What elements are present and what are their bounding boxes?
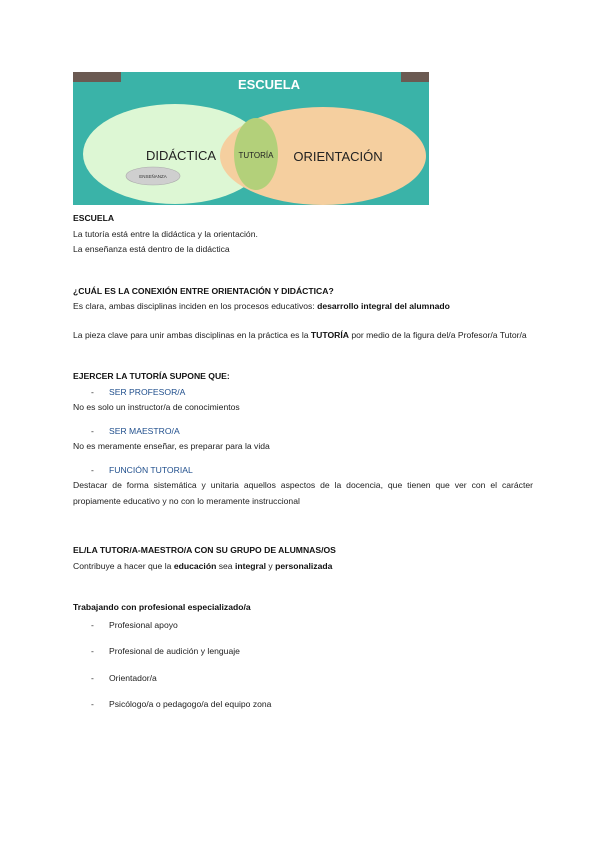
tg-text-2: sea xyxy=(216,560,235,571)
specialist-heading: Trabajando con profesional especializado/a xyxy=(73,602,251,612)
list-item: - SER MAESTRO/A xyxy=(91,425,180,436)
list-item: - Profesional de audición y lenguaje xyxy=(91,646,240,656)
list-item: - Psicólogo/a o pedagogo/a del equipo zona xyxy=(91,699,272,709)
list-item-title: FUNCIÓN TUTORIAL xyxy=(109,464,193,475)
list-item: - Profesional apoyo xyxy=(91,619,178,630)
orientacion-label: ORIENTACIÓN xyxy=(293,149,383,164)
list-item: - Orientador/a xyxy=(91,672,157,683)
tg-bold-3: personalizada xyxy=(275,560,333,571)
corner-decoration-right xyxy=(401,72,429,82)
diagram-title: ESCUELA xyxy=(237,77,301,92)
list-item-description: No es meramente enseñar, es preparar para la vida xyxy=(73,441,270,451)
ensenanza-label: ENSEÑANZA xyxy=(139,174,167,179)
list-item-label: Profesional apoyo xyxy=(109,619,178,630)
connection-paragraph-1 xyxy=(73,299,533,315)
tutoria-label: TUTORÍA xyxy=(238,151,274,160)
connection-p2-text-a: La pieza clave para unir ambas disciplinas en la práctica es la xyxy=(73,329,311,340)
connection-p1-text: Es clara, ambas disciplinas inciden en los procesos educativos: xyxy=(73,301,318,311)
list-item: - SER PROFESOR/A xyxy=(91,386,186,397)
escuela-line-1: La tutoría está entre la didáctica y la orientación. xyxy=(73,228,258,239)
connection-paragraph-2 xyxy=(73,328,533,344)
tg-bold-2: integral xyxy=(234,560,267,571)
tutor-group-heading: EL/LA TUTOR/A-MAESTRO/A CON SU GRUPO DE ALUMNAS/OS xyxy=(73,545,336,555)
escuela-heading: ESCUELA xyxy=(73,213,115,223)
connection-p2-text-b: por medio de la figura del/a Profesor/a Tutor/a xyxy=(348,329,527,340)
list-item-title: SER PROFESOR/A xyxy=(109,386,186,397)
list-item-description: Destacar de forma sistemática y unitaria aquellos aspectos de la docencia, que tienen que ver con el carácter propiamente educativo y no con lo meramente instruccional xyxy=(73,480,533,506)
list-item-description: No es solo un instructor/a de conocimientos xyxy=(73,402,240,412)
list-item-title: SER MAESTRO/A xyxy=(109,425,180,436)
connection-heading: ¿CUÁL ES LA CONEXIÓN ENTRE ORIENTACIÓN Y DIDÁCTICA? xyxy=(73,285,334,296)
school-venn-diagram xyxy=(73,72,429,205)
tg-text-3: y xyxy=(266,560,276,571)
tg-bold-1: educación xyxy=(173,560,217,571)
didactica-label: DIDÁCTICA xyxy=(145,148,217,163)
tutoria-supone-heading: EJERCER LA TUTORÍA SUPONE QUE: xyxy=(73,371,230,381)
tg-text-1: Contribuye a hacer que la xyxy=(73,560,174,571)
list-item-label: Orientador/a xyxy=(109,672,157,683)
tutor-group-paragraph xyxy=(73,559,533,575)
connection-p1-bold: desarrollo integral del alumnado xyxy=(317,301,450,311)
corner-decoration-left xyxy=(73,72,121,82)
document-body xyxy=(73,211,533,713)
connection-p2-bold: TUTORÍA xyxy=(310,329,349,340)
list-item-label: Psicólogo/a o pedagogo/a del equipo zona xyxy=(109,699,272,709)
list-item-label: Profesional de audición y lenguaje xyxy=(109,646,240,656)
escuela-line-2: La enseñanza está dentro de la didáctica xyxy=(73,244,230,254)
list-item: - FUNCIÓN TUTORIAL xyxy=(91,464,193,475)
